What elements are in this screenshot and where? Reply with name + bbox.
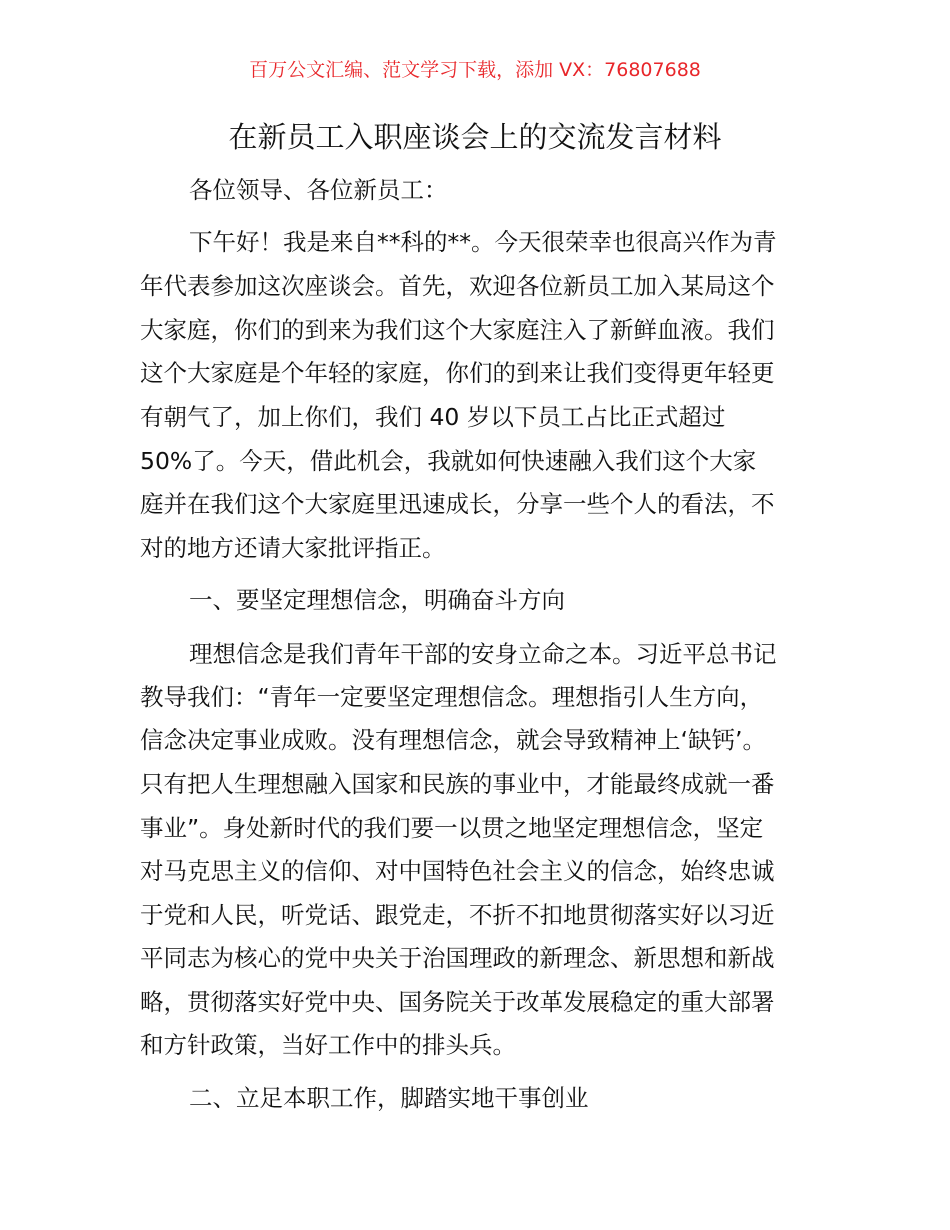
paragraph-line: 这个大家庭是个年轻的家庭，你们的到来让我们变得更年轻更 [140,359,775,387]
document-title: 在新员工入职座谈会上的交流发言材料 [228,120,722,154]
paragraph-line: 信念决定事业成败。没有理想信念，就会导致精神上‘缺钙’。 [140,726,766,754]
paragraph-line: 理想信念是我们青年干部的安身立命之本。习近平总书记 [189,640,777,668]
salutation: 各位领导、各位新员工： [189,176,448,204]
paragraph-line: 和方针政策，当好工作中的排头兵。 [140,1031,516,1059]
paragraph-line: 年代表参加这次座谈会。首先，欢迎各位新员工加入某局这个 [140,272,775,300]
header-notice: 百万公文汇编、范文学习下载，添加 VX：76807688 [249,59,701,81]
paragraph-line: 教导我们：“青年一定要坚定理想信念。理想指引人生方向， [140,683,764,711]
paragraph-line: 于党和人民，听党话、跟党走，不折不扣地贯彻落实好以习近 [140,901,775,929]
paragraph-line: 下午好！我是来自**科的**。今天很荣幸也很高兴作为青 [189,228,777,256]
paragraph-line: 有朝气了，加上你们，我们 40 岁以下员工占比正式超过 [140,403,726,431]
paragraph-line: 对马克思主义的信仰、对中国特色社会主义的信念，始终忠诚 [140,857,775,885]
paragraph-line: 略，贯彻落实好党中央、国务院关于改革发展稳定的重大部署 [140,988,775,1016]
paragraph-line: 对的地方还请大家批评指正。 [140,534,446,562]
paragraph-line: 事业”。身处新时代的我们要一以贯之地坚定理想信念，坚定 [140,814,764,842]
paragraph-line: 只有把人生理想融入国家和民族的事业中，才能最终成就一番 [140,770,775,798]
section-heading-1: 一、要坚定理想信念，明确奋斗方向 [189,586,565,614]
paragraph-line: 50%了。今天，借此机会，我就如何快速融入我们这个大家 [140,447,757,475]
paragraph-line: 庭并在我们这个大家庭里迅速成长，分享一些个人的看法，不 [140,490,775,518]
paragraph-line: 大家庭，你们的到来为我们这个大家庭注入了新鲜血液。我们 [140,316,775,344]
paragraph-line: 平同志为核心的党中央关于治国理政的新理念、新思想和新战 [140,944,775,972]
section-heading-2: 二、立足本职工作，脚踏实地干事创业 [189,1084,589,1112]
